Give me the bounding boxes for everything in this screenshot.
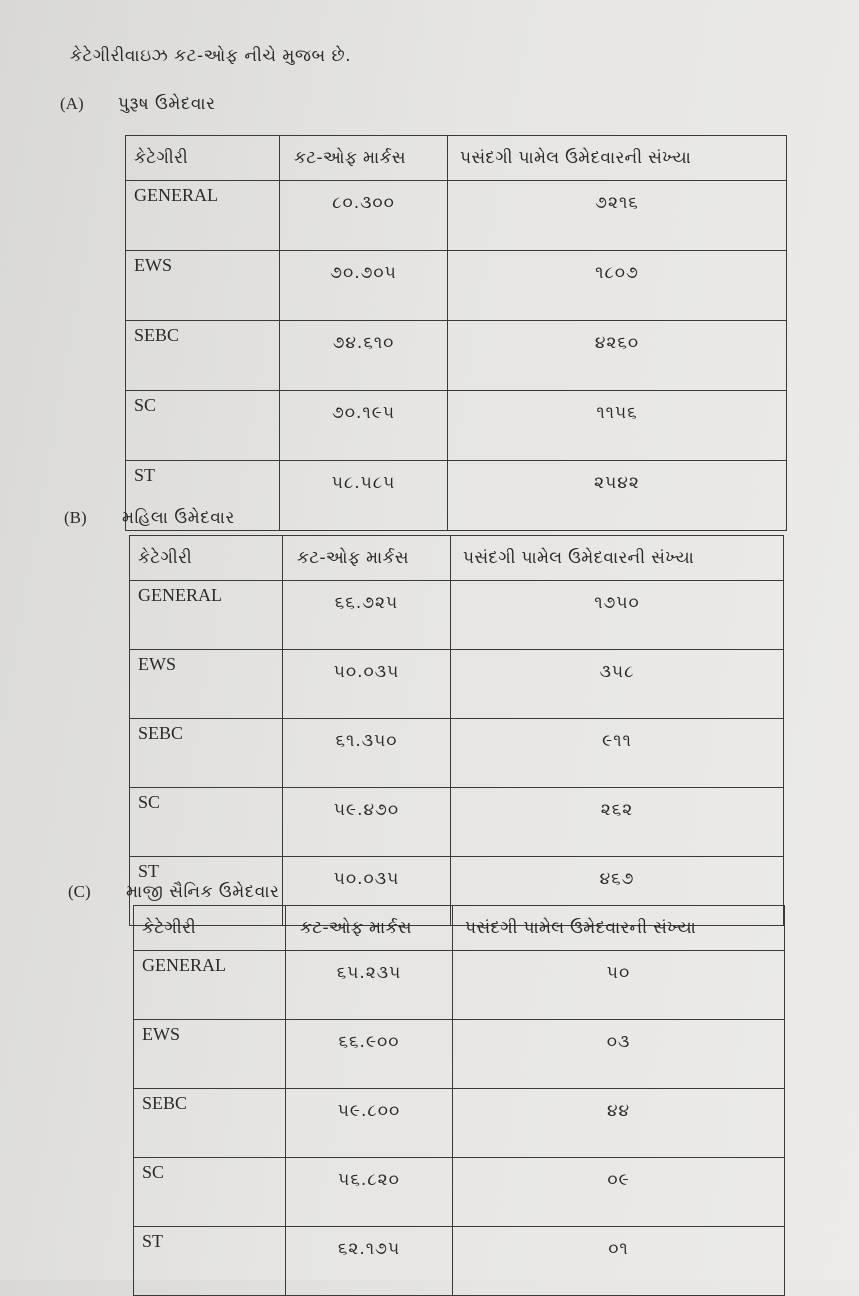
table-row [134,1158,785,1227]
intro-text: કેટેગીરીવાઇઝ કટ-ઓફ નીચે મુજબ છે. [70,46,352,66]
header-selected: પસંદગી પામેલ ઉમેદવારની સંખ્યા [453,906,785,951]
cutoff-table-male [125,135,787,531]
section-title: માજી સૈનિક ઉમેદવાર [126,882,280,902]
cutoff-cell: ૬૫.૨૩૫ [286,951,453,1020]
category-cell: EWS [134,1020,286,1089]
cutoff-cell: ૫૦.૦૩૫ [283,857,451,926]
cutoff-table-ex-servicemen [133,905,785,1296]
selected-cell: ૧૧૫૬ [448,391,787,461]
table-row [130,788,784,857]
selected-cell: ૨૫૪૨ [448,461,787,531]
selected-cell: ૨૬૨ [451,788,784,857]
header-cutoff: કટ-ઓફ માર્કસ [283,536,451,581]
selected-cell: ૦૧ [453,1227,785,1296]
table-row [134,1020,785,1089]
category-cell: ST [130,857,283,926]
selected-cell: ૭૨૧૬ [448,181,787,251]
selected-cell: ૦૯ [453,1158,785,1227]
table-row [126,391,787,461]
cutoff-cell: ૫૦.૦૩૫ [283,650,451,719]
category-cell: ST [134,1227,286,1296]
cutoff-cell: ૭૦.૭૦૫ [280,251,448,321]
category-cell: SEBC [130,719,283,788]
cutoff-cell: ૭૪.૬૧૦ [280,321,448,391]
table-row [126,181,787,251]
section-c-heading [68,882,279,902]
table-row [134,1227,785,1296]
selected-cell: ૧૭૫૦ [451,581,784,650]
table-header-row [130,536,784,581]
selected-cell: ૩૫૮ [451,650,784,719]
cutoff-cell: ૬૨.૧૭૫ [286,1227,453,1296]
cutoff-table-female [129,535,784,926]
header-category: કેટેગીરી [134,906,286,951]
table-header-row [134,906,785,951]
category-cell: GENERAL [130,581,283,650]
table-row [130,719,784,788]
selected-cell: ૦૩ [453,1020,785,1089]
header-cutoff: કટ-ઓફ માર્કસ [280,136,448,181]
section-b-heading [64,508,235,528]
cutoff-cell: ૭૦.૧૯૫ [280,391,448,461]
category-cell: SC [134,1158,286,1227]
category-cell: EWS [130,650,283,719]
cutoff-cell: ૬૬.૭૨૫ [283,581,451,650]
cutoff-cell: ૬૧.૩૫૦ [283,719,451,788]
category-cell: SC [126,391,280,461]
header-selected: પસંદગી પામેલ ઉમેદવારની સંખ્યા [448,136,787,181]
selected-cell: ૫૦ [453,951,785,1020]
category-cell: SEBC [126,321,280,391]
table-row [130,581,784,650]
section-label: (A) [60,94,84,113]
header-selected: પસંદગી પામેલ ઉમેદવારની સંખ્યા [451,536,784,581]
header-category: કેટેગીરી [130,536,283,581]
category-cell: EWS [126,251,280,321]
table-row [126,251,787,321]
selected-cell: ૪૬૭ [451,857,784,926]
selected-cell: ૯૧૧ [451,719,784,788]
section-title: મહિલા ઉમેદવાર [122,508,235,528]
cutoff-cell: ૬૬.૯૦૦ [286,1020,453,1089]
category-cell: SEBC [134,1089,286,1158]
selected-cell: ૪૪ [453,1089,785,1158]
section-label: (C) [68,882,91,901]
category-cell: SC [130,788,283,857]
header-cutoff: કટ-ઓફ માર્કસ [286,906,453,951]
section-a-heading [60,94,215,114]
table-row [130,650,784,719]
section-label: (B) [64,508,87,527]
category-cell: ST [126,461,280,531]
selected-cell: ૪૨૬૦ [448,321,787,391]
cutoff-cell: ૫૬.૮૨૦ [286,1158,453,1227]
section-title: પુરૂષ ઉમેદવાર [118,94,216,114]
table-row [134,951,785,1020]
cutoff-cell: ૮૦.૩૦૦ [280,181,448,251]
table-row [126,321,787,391]
category-cell: GENERAL [126,181,280,251]
cutoff-cell: ૫૯.૪૭૦ [283,788,451,857]
table-row [134,1089,785,1158]
selected-cell: ૧૮૦૭ [448,251,787,321]
category-cell: GENERAL [134,951,286,1020]
cutoff-cell: ૫૮.૫૮૫ [280,461,448,531]
table-header-row [126,136,787,181]
header-category: કેટેગીરી [126,136,280,181]
cutoff-cell: ૫૯.૮૦૦ [286,1089,453,1158]
